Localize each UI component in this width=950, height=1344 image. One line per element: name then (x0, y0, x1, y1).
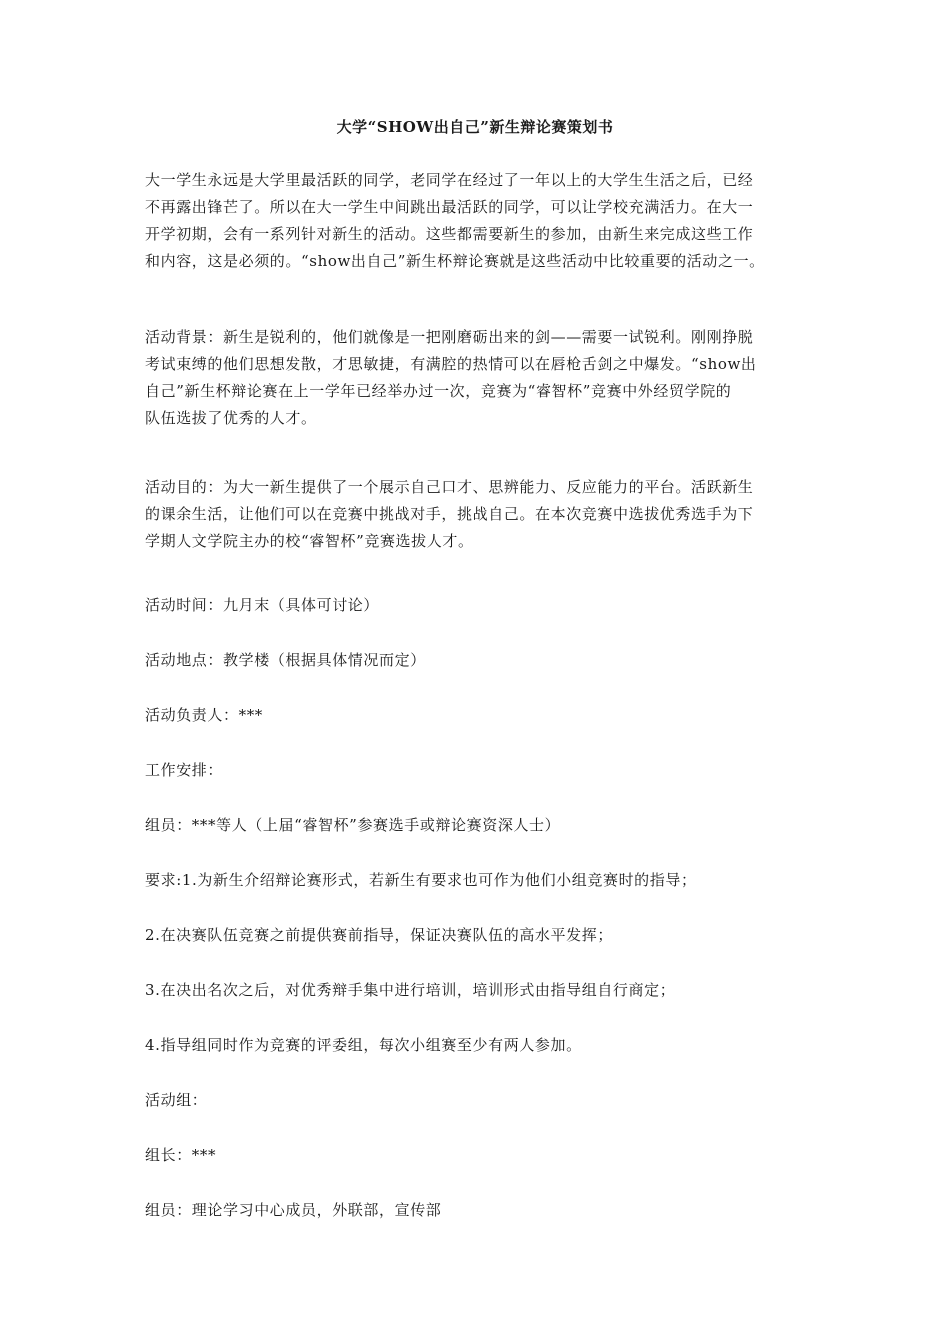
work-arrangement-heading: 工作安排： (145, 761, 224, 779)
requirement-item: 要求:1.为新生介绍辩论赛形式，若新生有要求也可作为他们小组竞赛时的指导； (145, 871, 697, 889)
background-line: 活动背景：新生是锐利的，他们就像是一把刚磨砺出来的剑——需要一试锐利。刚刚挣脱 (145, 328, 754, 346)
background-paragraph (145, 324, 810, 432)
purpose-paragraph (145, 474, 810, 555)
activity-time: 活动时间：九月末（具体可讨论） (145, 596, 380, 614)
requirement-item: 4.指导组同时作为竞赛的评委组，每次小组赛至少有两人参加。 (145, 1036, 582, 1054)
background-line: 队伍选拔了优秀的人才。 (145, 409, 317, 427)
requirement-item: 2.在决赛队伍竞赛之前提供赛前指导，保证决赛队伍的高水平发挥； (145, 926, 613, 944)
intro-line: 开学初期，会有一系列针对新生的活动。这些都需要新生的参加，由新生来完成这些工作 (145, 225, 754, 243)
group-members: 组员：理论学习中心成员，外联部，宣传部 (145, 1201, 442, 1219)
activity-location: 活动地点：教学楼（根据具体情况而定） (145, 651, 426, 669)
purpose-line: 学期人文学院主办的校“睿智杯”竞赛选拔人才。 (145, 532, 474, 550)
document-title: 大学“SHOW出自己”新生辩论赛策划书 (336, 118, 614, 136)
activity-group-heading: 活动组： (145, 1091, 208, 1109)
requirement-item: 3.在决出名次之后，对优秀辩手集中进行培训，培训形式由指导组自行商定； (145, 981, 676, 999)
intro-line: 和内容，这是必须的。“show出自己”新生杯辩论赛就是这些活动中比较重要的活动之一。 (145, 252, 765, 270)
group-leader: 组长：*** (145, 1146, 217, 1164)
purpose-line: 活动目的：为大一新生提供了一个展示自己口才、思辨能力、反应能力的平台。活跃新生 (145, 478, 754, 496)
intro-line: 大一学生永远是大学里最活跃的同学，老同学在经过了一年以上的大学生生活之后，已经 (145, 171, 754, 189)
background-line: 考试束缚的他们思想发散，才思敏捷，有满腔的热情可以在唇枪舌剑之中爆发。“show出 (145, 355, 757, 373)
background-line: 自己”新生杯辩论赛在上一学年已经举办过一次，竞赛为“睿智杯”竞赛中外经贸学院的 (145, 382, 732, 400)
arrangement-members: 组员：***等人（上届“睿智杯”参赛选手或辩论赛资深人士） (145, 816, 561, 834)
purpose-line: 的课余生活，让他们可以在竞赛中挑战对手，挑战自己。在本次竞赛中选拔优秀选手为下 (145, 505, 754, 523)
activity-leader: 活动负责人：*** (145, 706, 263, 724)
intro-paragraph (145, 167, 810, 275)
intro-line: 不再露出锋芒了。所以在大一学生中间跳出最活跃的同学，可以让学校充满活力。在大一 (145, 198, 754, 216)
